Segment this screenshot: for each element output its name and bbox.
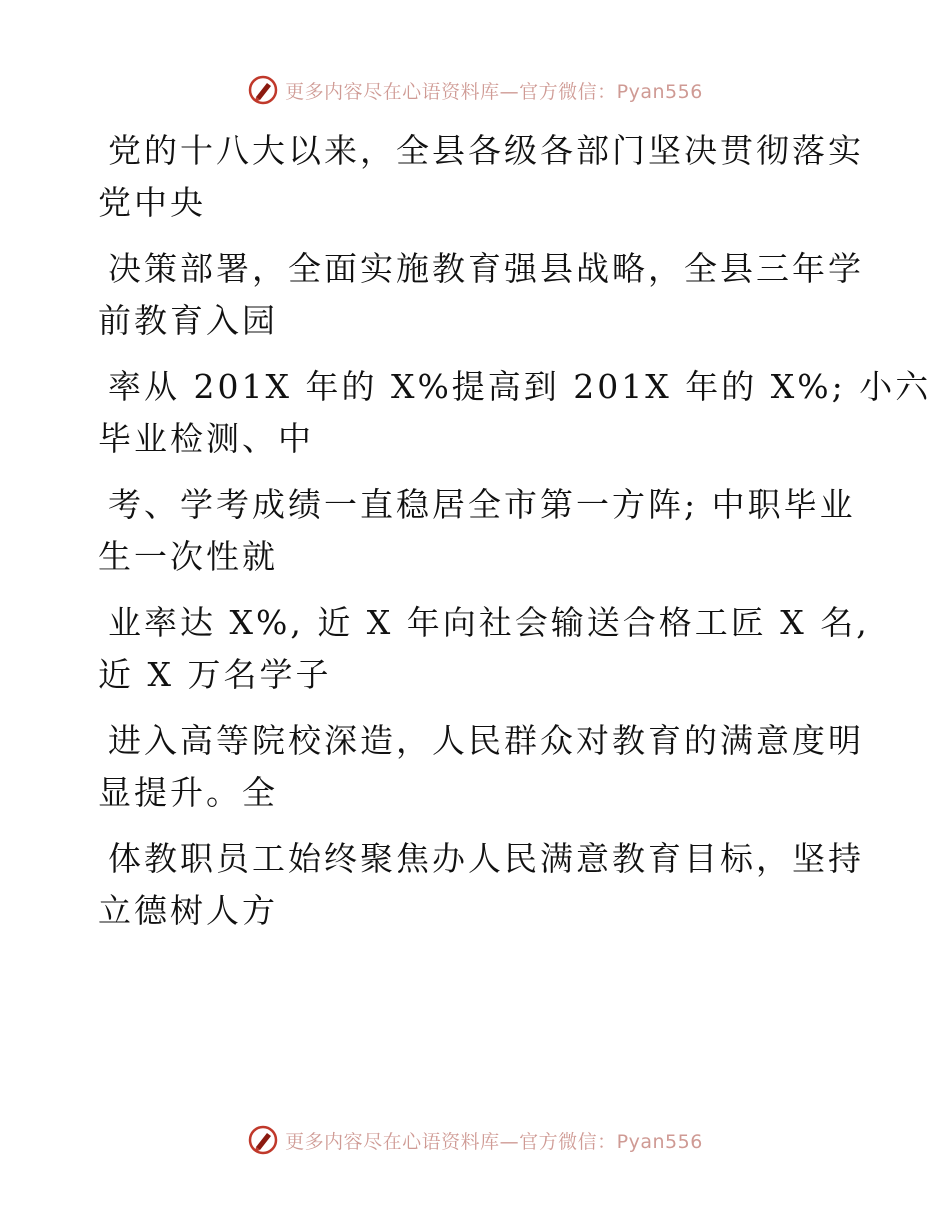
paragraph-line: 立德树人方 — [98, 891, 278, 930]
paragraph — [98, 125, 864, 229]
paragraph — [98, 243, 864, 347]
pen-logo-icon — [247, 1124, 279, 1156]
paragraph — [98, 715, 864, 819]
paragraph-line: 决策部署，全面实施教育强县战略，全县三年学 — [108, 249, 864, 288]
paragraph — [98, 597, 870, 701]
paragraph — [98, 361, 932, 465]
paragraph-line: 前教育入园 — [98, 301, 278, 340]
watermark-text: 更多内容尽在心语资料库—官方微信：Pyan556 — [285, 80, 703, 103]
header-watermark — [0, 70, 950, 110]
watermark-text: 更多内容尽在心语资料库—官方微信：Pyan556 — [285, 1130, 703, 1153]
paragraph-line: 体教职员工始终聚焦办人民满意教育目标，坚持 — [108, 839, 864, 878]
paragraph-line: 党中央 — [98, 183, 206, 222]
paragraph-line: 毕业检测、中 — [98, 419, 314, 458]
paragraph-line: 党的十八大以来，全县各级各部门坚决贯彻落实 — [108, 131, 864, 170]
pen-logo-icon — [247, 74, 279, 106]
paragraph-line: 考、学考成绩一直稳居全市第一方阵; 中职毕业 — [108, 485, 856, 524]
paragraph — [98, 479, 856, 583]
footer-watermark — [0, 1120, 950, 1160]
paragraph — [98, 833, 864, 937]
document-body — [98, 125, 932, 951]
paragraph-line: 显提升。全 — [98, 773, 278, 812]
paragraph-line: 进入高等院校深造，人民群众对教育的满意度明 — [108, 721, 864, 760]
paragraph-line: 率从 201X 年的 X%提高到 201X 年的 X%; 小六 — [108, 367, 932, 406]
paragraph-line: 近 X 万名学子 — [98, 655, 332, 694]
paragraph-line: 业率达 X%, 近 X 年向社会输送合格工匠 X 名, — [108, 603, 870, 642]
paragraph-line: 生一次性就 — [98, 537, 278, 576]
